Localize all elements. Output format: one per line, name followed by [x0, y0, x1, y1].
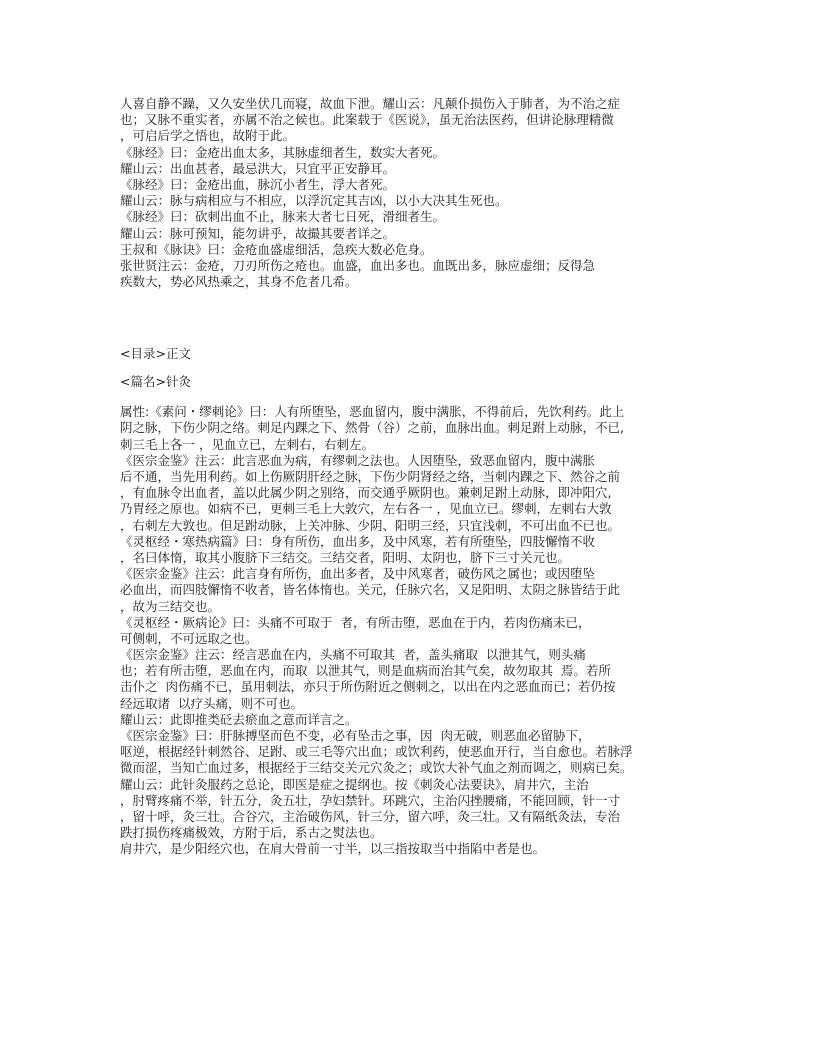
pulse-text-line: 人喜自静不躁，又久安坐伏几而寝，故血下泄。耀山云：凡颠仆损伤入于肺者，为不治之症	[120, 96, 621, 111]
acupuncture-text-line: 阴之脉，下伤少阴之络。刺足内踝之下、然骨（谷）之前，血脉出血。刺足跗上动脉，不已,	[120, 420, 624, 436]
section-gap	[120, 290, 700, 346]
acupuncture-text-line: ，右刺左大敦也。但足跗动脉，上关冲脉、少阴、阳明三经，只宜浅刺，不可出血不已也。	[120, 517, 621, 533]
acupuncture-text-line: 微而涩，当知亡血过多，根据经于三结交关元穴灸之；或饮大补气血之剂而调之，则病已矣。	[120, 760, 633, 776]
acupuncture-text-line: 肩井穴，是少阳经穴也，在肩大骨前一寸半，以三指按取当中指陷中者是也。	[120, 841, 546, 857]
acupuncture-text-line: ，留十呼，灸三壮。合谷穴，主治破伤风，针三分，留六呼，灸三壮。又有隔纸灸法，专治	[120, 808, 621, 824]
acupuncture-text-line: 经远取诸 以疗头痛，则不可也。	[120, 695, 303, 711]
pulse-text-line: 耀山云：脉与病相应与不相应，以浮沉定其吉凶，以小大决其生死也。	[120, 193, 508, 209]
acupuncture-text-line: ，肘臂疼痛不举，针五分，灸五壮，孕妇禁针。环跳穴，主治闪挫腰痛，不能回顾，针一寸	[120, 792, 621, 808]
acupuncture-text-line: 呕逆，根据经针刺然谷、足跗、或三毛等穴出血；或饮利药，使恶血开行，当自愈也。若脉浮	[120, 744, 633, 760]
acupuncture-text-line: 也；若有所击堕，恶血在内，而取 以泄其气，则是血病而治其气矣，故勿取其 焉。若所	[120, 663, 611, 679]
acupuncture-text-line: 跌打损伤疼痛极效，方附于后，系古之熨法也。	[120, 825, 383, 841]
acupuncture-text-line: 属性:《素问・缪刺论》曰：人有所堕坠，恶血留内，腹中满胀，不得前后，先饮利药。此上	[120, 404, 625, 420]
acupuncture-text-line: 《医宗金鉴》曰：肝脉搏坚而色不变，必有坠击之事，因 肉无破，则恶血必留胁下，	[120, 728, 591, 743]
acupuncture-text-line: ，名曰体惰，取其小腹脐下三结交。三结交者，阳明、太阴也，脐下三寸关元也。	[120, 549, 571, 565]
acupuncture-text-line: 《医宗金鉴》注云：此言恶血为病，有缪刺之法也。人因堕坠，致恶血留内，腹中满胀	[120, 452, 596, 468]
pulse-text-line: ，可启后学之悟也，故附于此。	[120, 128, 296, 144]
pulse-text-line: 耀山云：出血甚者，最忌洪大，只宜平正安静耳。	[120, 160, 396, 176]
section-pulse-notes	[120, 96, 700, 290]
chapter-title-heading: <篇名>针灸	[120, 374, 191, 390]
acupuncture-text-line: 击仆之 肉伤痛不已，虽用刺法，亦只于所伤附近之侧刺之，以出在内之恶血而已；若仍按	[120, 679, 616, 695]
acupuncture-text-line: 耀山云：此针灸服药之总论，即医是症之提纲也。按《刺灸心法要诀》，肩井穴，主治	[120, 776, 589, 792]
section-acupuncture-text	[120, 404, 700, 857]
acupuncture-text-line: 可侧刺，不可远取之也。	[120, 630, 258, 646]
acupuncture-text-line: 乃胃经之原也。如病不已，更刺三毛上大敦穴，左右各一 ，见血立已。缪刺，左刺右大敦	[120, 501, 612, 517]
acupuncture-text-line: 《医宗金鉴》注云：经言恶血在内，头痛不可取其 者，盖头痛取 以泄其气，则头痛	[120, 647, 586, 663]
acupuncture-text-line: 后不通，当先用利药。如上伤厥阴肝经之脉，下伤少阴肾经之络，当刺内踝之下、然谷之前	[120, 469, 621, 484]
pulse-text-line: 也；又脉不重实者，亦属不治之候也。此案载于《医说》，虽无治法医药，但讲论脉理精微	[120, 112, 614, 128]
pulse-text-line: 王叔和《脉诀》曰：金疮血盛虚细活，急疾大数必危身。	[120, 241, 433, 257]
document-page	[120, 96, 700, 858]
acupuncture-text-line: 刺三毛上各一 ，见血立已，左刺右，右刺左。	[120, 436, 374, 452]
acupuncture-text-line: ，故为三结交也。	[120, 598, 221, 614]
acupuncture-text-line: 《灵枢经・寒热病篇》曰：身有所伤，血出多，及中风寒，若有所堕坠，四肢懈惰不收	[120, 533, 596, 549]
pulse-text-line: 《脉经》曰：砍刺出血不止，脉来大者七日死，滑细者生。	[120, 209, 446, 225]
acupuncture-text-line: ，有血脉令出血者，盖以此属少阴之别络，而交通乎厥阴也。兼刺足跗上动脉，即冲阳穴,	[120, 485, 612, 501]
pulse-text-line: 张世贤注云：金疮，刀刃所伤之疮也。血盛，血出多也。血既出多，脉应虚细；反得急	[120, 257, 596, 273]
acupuncture-text-line: 必血出，而四肢懈惰不收者，皆名体惰也。关元，任脉穴名，又足阳明、太阴之脉皆结于此	[120, 582, 621, 598]
acupuncture-text-line: 《医宗金鉴》注云：此言身有所伤，血出多者，及中风寒者，破伤风之属也；或因堕坠	[120, 566, 596, 582]
pulse-text-line: 耀山云：脉可预知，能勿讲乎，故撮其要者详之。	[120, 225, 396, 241]
acupuncture-text-line: 《灵枢经・厥病论》曰：头痛不可取于 者，有所击堕，恶血在于内，若肉伤痛未已，	[120, 614, 591, 630]
pulse-text-line: 《脉经》曰：金疮出血，脉沉小者生，浮大者死。	[120, 176, 396, 192]
pulse-text-line: 《脉经》曰：金疮出血太多，其脉虚细者生，数实大者死。	[120, 144, 446, 160]
acupuncture-text-line: 耀山云：此即推类砭去瘀血之意而详言之。	[120, 711, 358, 727]
catalog-heading: <目录>正文	[120, 346, 191, 362]
pulse-text-line: 疾数大，势必风热乘之，其身不危者几希。	[120, 274, 358, 290]
